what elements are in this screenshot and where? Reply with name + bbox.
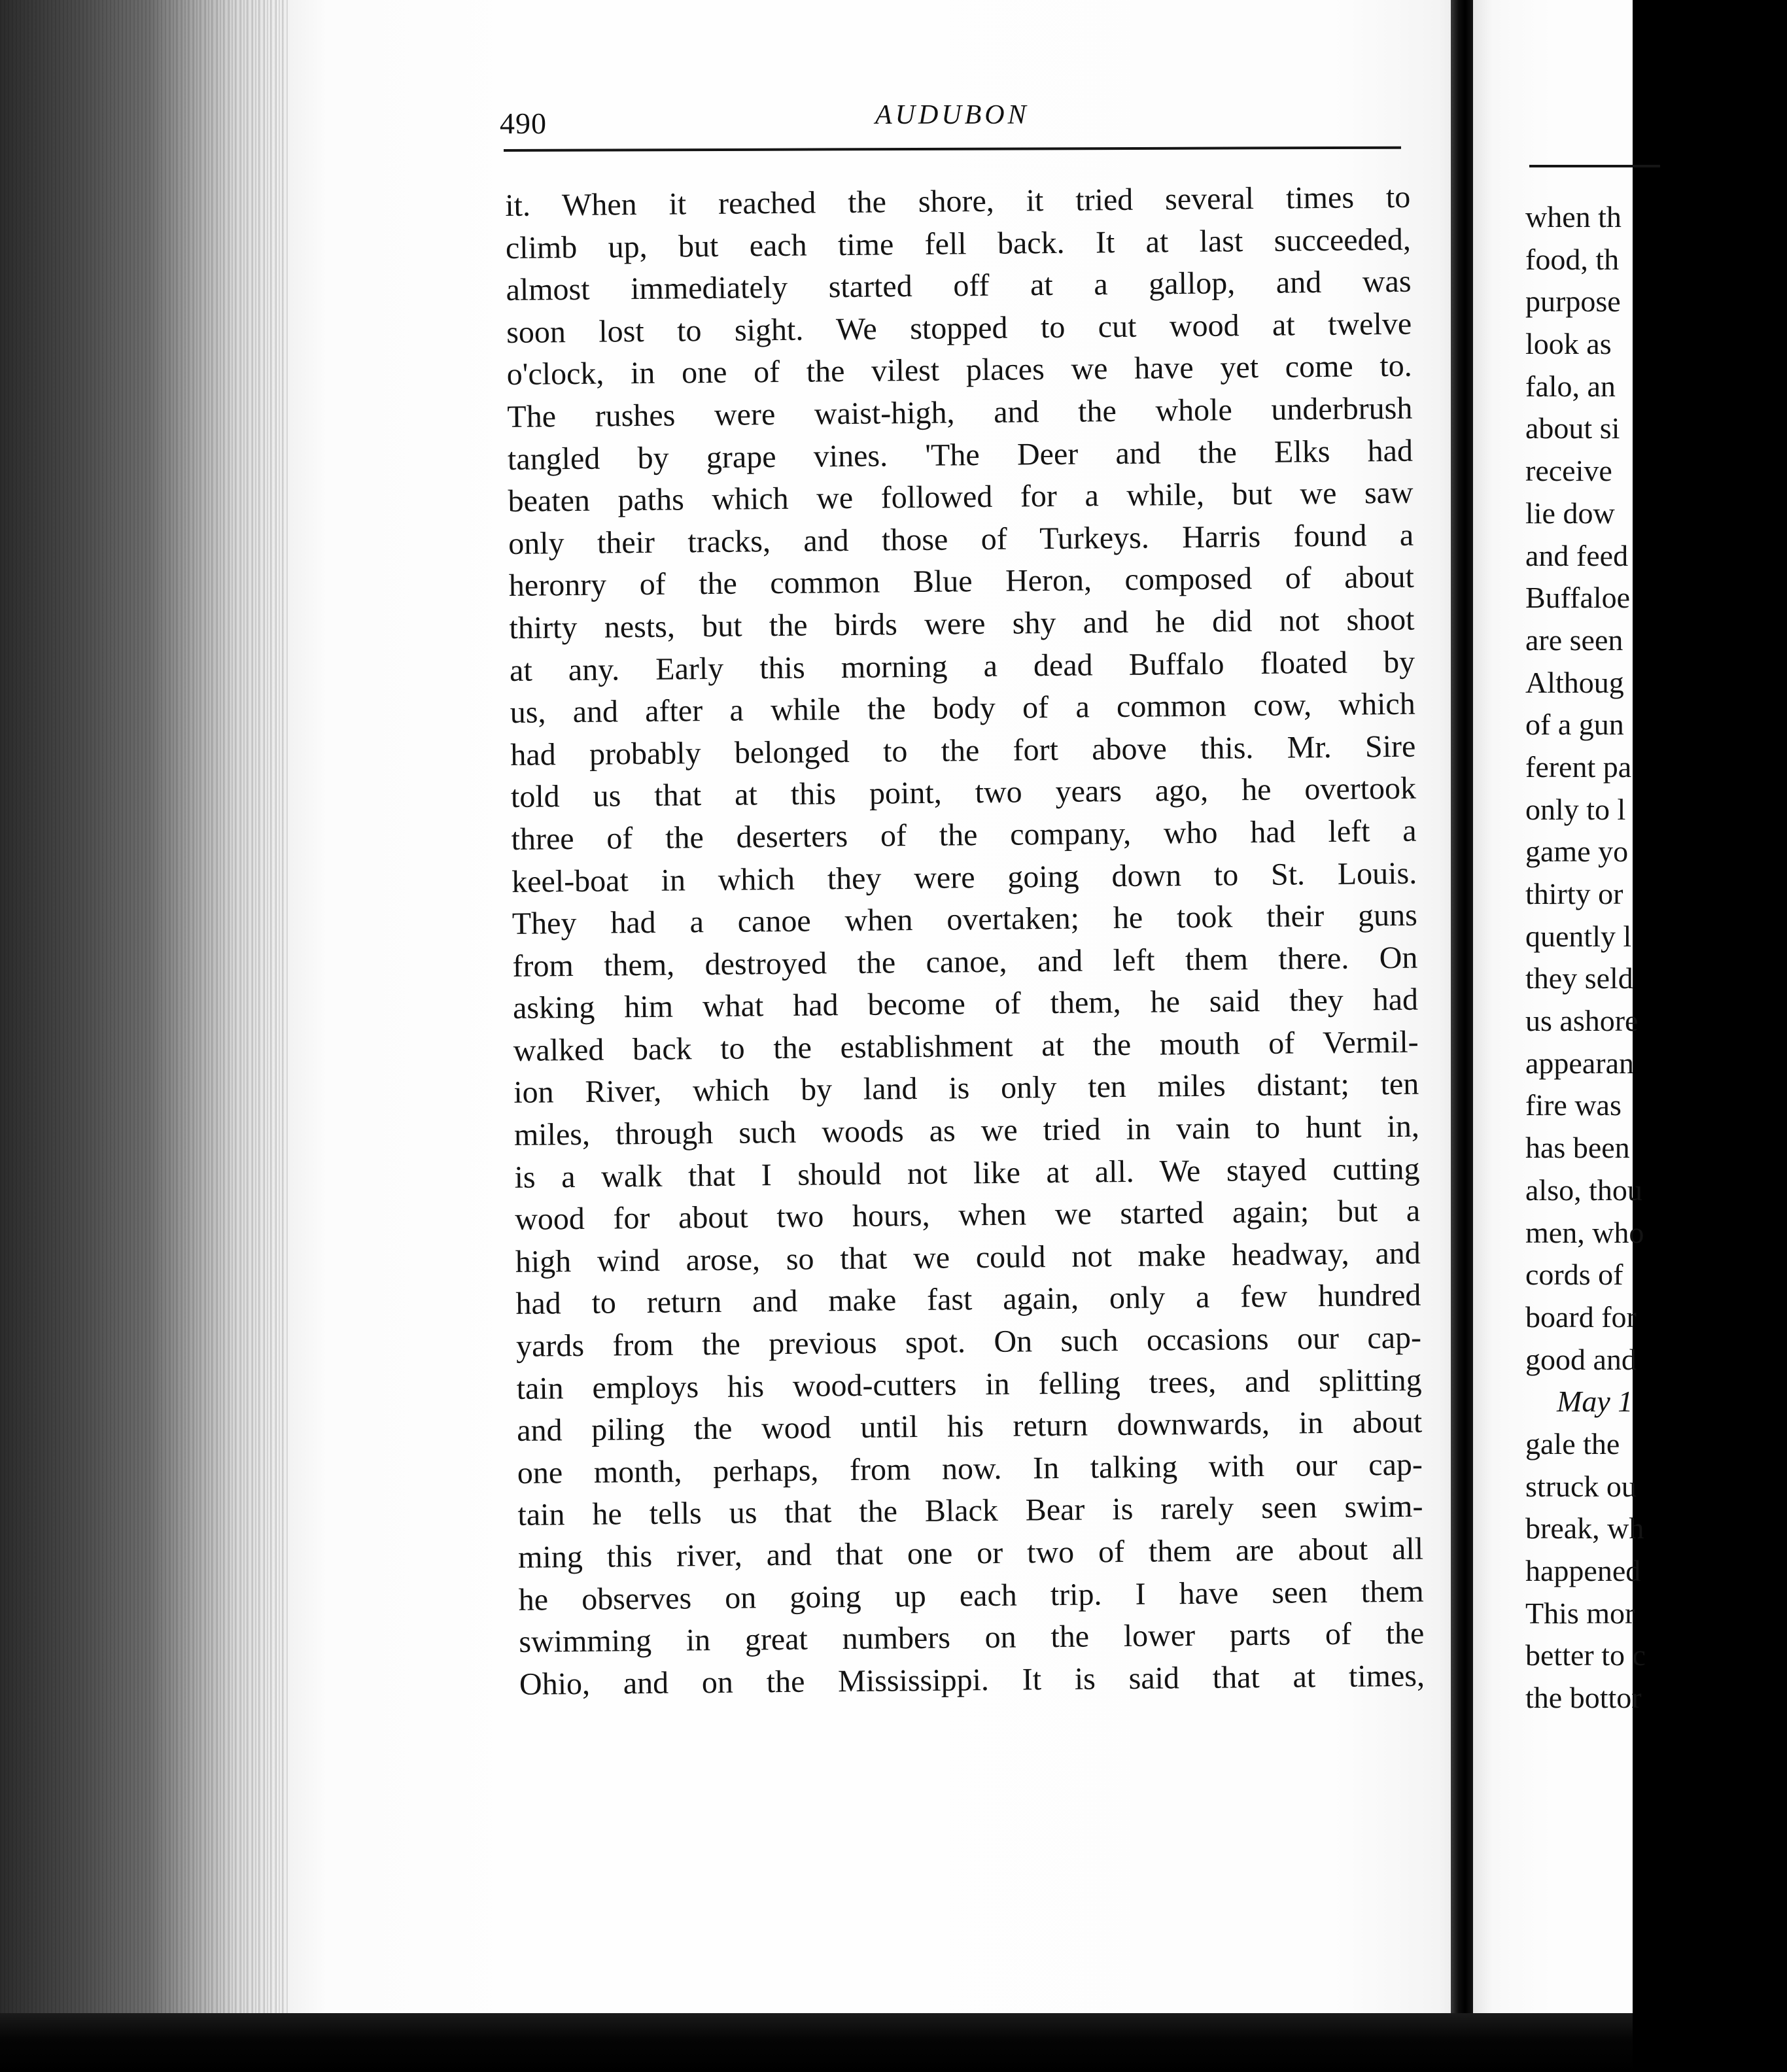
facing-text-line: us ashore: [1525, 1004, 1639, 1038]
text-line: thirty nests, but the birds were shy and he did not shoot: [509, 602, 1415, 646]
facing-text-line: board for: [1525, 1300, 1637, 1334]
facing-head-rule: [1529, 165, 1660, 167]
text-line: at any. Early this morning a dead Buffalo floated by: [509, 644, 1415, 688]
text-line: heronry of the common Blue Heron, composed of about: [508, 560, 1415, 604]
facing-text-line: This mor: [1525, 1596, 1635, 1630]
facing-text-line: good and: [1525, 1342, 1637, 1376]
facing-text-line: May 1: [1557, 1385, 1633, 1419]
facing-text-line: food, th: [1525, 242, 1620, 276]
facing-text-line: of a gun: [1525, 708, 1624, 742]
facing-text-line: has been: [1525, 1131, 1630, 1165]
text-line: high wind arose, so that we could not make headway, and: [515, 1235, 1421, 1279]
facing-text-line: quently l: [1525, 919, 1632, 953]
facing-text-line: Althoug: [1525, 665, 1624, 699]
text-line: yards from the previous spot. On such occasions our cap-: [515, 1320, 1422, 1364]
text-line: almost immediately started off at a gallop, and was: [506, 264, 1412, 308]
facing-text-line: about si: [1525, 411, 1620, 445]
text-line: he observes on going up each trip. I have seen them: [518, 1574, 1424, 1617]
text-line: told us that at this point, two years ago, he overtook: [510, 770, 1417, 815]
text-line: is a walk that I should not like at all. We stayed cutting: [514, 1151, 1420, 1195]
text-line: ming this river, and that one or two of them are about all: [517, 1531, 1424, 1575]
facing-text-line: appearan: [1525, 1046, 1634, 1080]
text-line: swimming in great numbers on the lower parts of the: [519, 1615, 1425, 1660]
text-line: from them, destroyed the canoe, and left them there. On: [512, 940, 1418, 984]
facing-text-line: fire was: [1525, 1088, 1622, 1122]
facing-text-line: happened: [1525, 1554, 1641, 1587]
page-edge-lines: [170, 0, 307, 2072]
facing-text-line: struck ou: [1525, 1469, 1637, 1503]
text-line: They had a canoe when overtaken; he took their guns: [512, 897, 1418, 942]
facing-text-line: are seen: [1525, 623, 1623, 657]
text-line: Ohio, and on the Mississippi. It is said that at times,: [519, 1658, 1425, 1702]
facing-text-line: purpose: [1525, 285, 1621, 319]
facing-text-line: cords of: [1525, 1258, 1623, 1292]
text-line: walked back to the establishment at the mouth of Vermil-: [513, 1024, 1419, 1068]
text-line: it. When it reached the shore, it tried several times to: [505, 179, 1411, 223]
facing-text-line: the bottor: [1525, 1681, 1642, 1715]
facing-text-line: better to c: [1525, 1638, 1646, 1672]
facing-text-line: thirty or: [1525, 877, 1623, 910]
text-line: keel-boat in which they were going down to St. Louis.: [511, 855, 1417, 899]
facing-text-line: also, thou: [1525, 1173, 1642, 1207]
text-line: The rushes were waist-high, and the whole underbrush: [507, 390, 1413, 434]
body-text: [505, 177, 1425, 1706]
text-line: soon lost to sight. We stopped to cut wood at twelve: [506, 306, 1412, 350]
text-line: o'clock, in one of the vilest places we have yet come to.: [506, 349, 1412, 392]
text-line: had to return and make fast again, only a few hundred: [515, 1278, 1421, 1322]
text-line: climb up, but each time fell back. It at last succeeded,: [505, 222, 1412, 266]
facing-text-line: receive: [1525, 454, 1612, 488]
facing-text-line: gale the: [1525, 1426, 1620, 1460]
text-line: only their tracks, and those of Turkeys. Harris found a: [508, 517, 1414, 561]
page-number: 490: [500, 107, 547, 140]
facing-text-line: ferent pa: [1525, 750, 1632, 784]
facing-text-line: break, wh: [1525, 1511, 1644, 1545]
text-line: had probably belonged to the fort above this. Mr. Sire: [510, 729, 1416, 772]
running-head: AUDUBON: [875, 100, 1030, 130]
facing-text-line: lie dow: [1525, 496, 1615, 530]
text-line: tain employs his wood-cutters in felling trees, and splitting: [516, 1362, 1422, 1406]
facing-text-line: when th: [1525, 200, 1622, 233]
text-line: and piling the wood until his return downwards, in about: [517, 1404, 1423, 1449]
facing-text-block: [1525, 196, 1787, 1719]
facing-text-line: falo, an: [1525, 369, 1616, 403]
text-line: asking him what had become of them, he said they had: [512, 982, 1419, 1026]
text-line: wood for about two hours, when we started again; but a: [514, 1193, 1421, 1237]
facing-text-line: look as: [1525, 327, 1612, 361]
text-line: miles, through such woods as we tried in vain to hunt in,: [513, 1109, 1420, 1152]
text-line: beaten paths which we followed for a while, but we saw: [508, 475, 1414, 519]
text-line: us, and after a while the body of a common cow, which: [510, 686, 1415, 731]
facing-text-line: they seld: [1525, 961, 1633, 995]
text-line: three of the deserters of the company, who had left a: [511, 813, 1417, 857]
text-line: tangled by grape vines. 'The Deer and the Elks had: [507, 433, 1414, 477]
text-line: ion River, which by land is only ten miles distant; ten: [513, 1067, 1419, 1111]
facing-text-line: only to l: [1525, 792, 1626, 826]
facing-text-line: game yo: [1525, 835, 1629, 869]
facing-text-line: Buffaloe: [1525, 581, 1631, 615]
bottom-shadow: [0, 2013, 1633, 2072]
facing-page: [1473, 0, 1646, 2018]
facing-text-line: and feed: [1525, 538, 1629, 572]
text-line: one month, perhaps, from now. In talking with our cap-: [517, 1447, 1423, 1491]
facing-text-line: men, who: [1525, 1215, 1644, 1249]
text-line: tain he tells us that the Black Bear is rarely seen swim-: [517, 1489, 1423, 1533]
